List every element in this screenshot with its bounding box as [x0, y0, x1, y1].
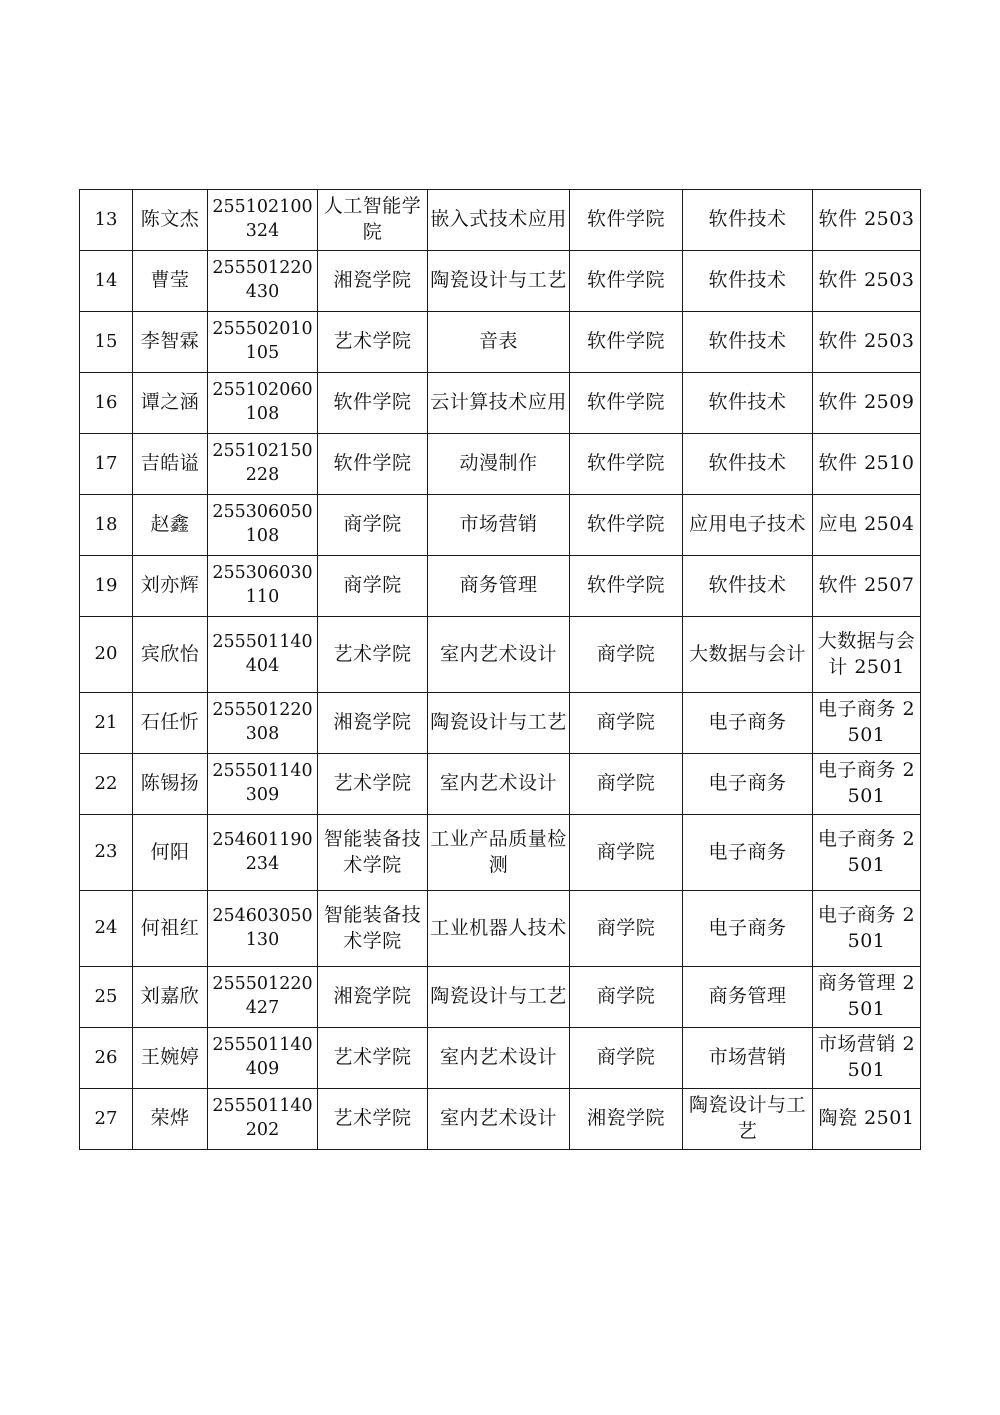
- original-major: 云计算技术应用: [428, 373, 570, 434]
- original-college: 商学院: [318, 556, 428, 617]
- student-name: 何阳: [133, 815, 208, 891]
- student-id: 255502010105: [208, 312, 318, 373]
- new-class: 应电 2504: [813, 495, 921, 556]
- new-major: 电子商务: [683, 693, 813, 754]
- original-college: 人工智能学院: [318, 190, 428, 251]
- original-college: 艺术学院: [318, 1028, 428, 1089]
- student-name: 刘亦辉: [133, 556, 208, 617]
- original-college: 艺术学院: [318, 617, 428, 693]
- original-college: 智能装备技术学院: [318, 815, 428, 891]
- original-major: 室内艺术设计: [428, 1028, 570, 1089]
- student-name: 刘嘉欣: [133, 967, 208, 1028]
- row-number: 23: [80, 815, 133, 891]
- row-number: 21: [80, 693, 133, 754]
- original-major: 工业产品质量检测: [428, 815, 570, 891]
- student-id: 255501140409: [208, 1028, 318, 1089]
- new-class: 陶瓷 2501: [813, 1089, 921, 1150]
- original-major: 陶瓷设计与工艺: [428, 251, 570, 312]
- new-college: 商学院: [570, 617, 683, 693]
- table-row: [80, 1089, 921, 1150]
- row-number: 25: [80, 967, 133, 1028]
- original-major: 室内艺术设计: [428, 617, 570, 693]
- original-college: 软件学院: [318, 373, 428, 434]
- original-college: 湘瓷学院: [318, 693, 428, 754]
- table-row: [80, 373, 921, 434]
- original-college: 艺术学院: [318, 1089, 428, 1150]
- new-class: 电子商务 2501: [813, 693, 921, 754]
- new-major: 大数据与会计: [683, 617, 813, 693]
- original-major: 商务管理: [428, 556, 570, 617]
- row-number: 20: [80, 617, 133, 693]
- new-class: 软件 2507: [813, 556, 921, 617]
- student-name: 曹莹: [133, 251, 208, 312]
- row-number: 19: [80, 556, 133, 617]
- student-name: 宾欣怡: [133, 617, 208, 693]
- original-major: 动漫制作: [428, 434, 570, 495]
- table-row: [80, 967, 921, 1028]
- student-name: 李智霖: [133, 312, 208, 373]
- new-major: 应用电子技术: [683, 495, 813, 556]
- student-id: 255501140404: [208, 617, 318, 693]
- new-college: 商学院: [570, 891, 683, 967]
- table-row: [80, 312, 921, 373]
- student-transfer-table: [79, 189, 921, 1150]
- new-class: 软件 2503: [813, 251, 921, 312]
- new-college: 软件学院: [570, 251, 683, 312]
- row-number: 24: [80, 891, 133, 967]
- student-id: 255501220427: [208, 967, 318, 1028]
- new-major: 软件技术: [683, 434, 813, 495]
- new-class: 电子商务 2501: [813, 754, 921, 815]
- original-college: 湘瓷学院: [318, 251, 428, 312]
- student-name: 谭之涵: [133, 373, 208, 434]
- new-class: 市场营销 2501: [813, 1028, 921, 1089]
- original-college: 艺术学院: [318, 754, 428, 815]
- new-college: 软件学院: [570, 495, 683, 556]
- new-college: 商学院: [570, 754, 683, 815]
- row-number: 26: [80, 1028, 133, 1089]
- table-row: [80, 617, 921, 693]
- original-major: 市场营销: [428, 495, 570, 556]
- original-major: 音表: [428, 312, 570, 373]
- new-class: 商务管理 2501: [813, 967, 921, 1028]
- new-class: 软件 2503: [813, 190, 921, 251]
- student-id: 255102060108: [208, 373, 318, 434]
- new-class: 电子商务 2501: [813, 891, 921, 967]
- original-college: 商学院: [318, 495, 428, 556]
- table-row: [80, 1028, 921, 1089]
- row-number: 13: [80, 190, 133, 251]
- student-name: 赵鑫: [133, 495, 208, 556]
- new-major: 陶瓷设计与工艺: [683, 1089, 813, 1150]
- row-number: 15: [80, 312, 133, 373]
- table-row: [80, 754, 921, 815]
- original-major: 室内艺术设计: [428, 1089, 570, 1150]
- student-name: 何祖红: [133, 891, 208, 967]
- student-name: 陈锡扬: [133, 754, 208, 815]
- student-id: 255501140202: [208, 1089, 318, 1150]
- student-id: 255306050108: [208, 495, 318, 556]
- original-college: 艺术学院: [318, 312, 428, 373]
- new-class: 软件 2510: [813, 434, 921, 495]
- new-college: 软件学院: [570, 556, 683, 617]
- row-number: 14: [80, 251, 133, 312]
- new-college: 商学院: [570, 967, 683, 1028]
- new-class: 电子商务 2501: [813, 815, 921, 891]
- new-college: 商学院: [570, 693, 683, 754]
- student-id: 255306030110: [208, 556, 318, 617]
- student-name: 陈文杰: [133, 190, 208, 251]
- row-number: 22: [80, 754, 133, 815]
- student-name: 石任忻: [133, 693, 208, 754]
- new-major: 软件技术: [683, 373, 813, 434]
- row-number: 27: [80, 1089, 133, 1150]
- new-major: 电子商务: [683, 891, 813, 967]
- row-number: 18: [80, 495, 133, 556]
- original-college: 软件学院: [318, 434, 428, 495]
- new-college: 软件学院: [570, 190, 683, 251]
- table-row: [80, 251, 921, 312]
- table-row: [80, 190, 921, 251]
- student-name: 王婉婷: [133, 1028, 208, 1089]
- new-college: 软件学院: [570, 312, 683, 373]
- new-major: 商务管理: [683, 967, 813, 1028]
- new-class: 软件 2509: [813, 373, 921, 434]
- table-body: [80, 190, 921, 1150]
- original-college: 智能装备技术学院: [318, 891, 428, 967]
- new-major: 软件技术: [683, 190, 813, 251]
- new-class: 大数据与会计 2501: [813, 617, 921, 693]
- student-id: 255102150228: [208, 434, 318, 495]
- original-major: 嵌入式技术应用: [428, 190, 570, 251]
- new-major: 市场营销: [683, 1028, 813, 1089]
- table-row: [80, 556, 921, 617]
- original-major: 陶瓷设计与工艺: [428, 967, 570, 1028]
- student-id: 254603050130: [208, 891, 318, 967]
- row-number: 16: [80, 373, 133, 434]
- student-id: 254601190234: [208, 815, 318, 891]
- original-major: 工业机器人技术: [428, 891, 570, 967]
- new-college: 软件学院: [570, 373, 683, 434]
- student-id: 255501220308: [208, 693, 318, 754]
- student-name: 吉皓谥: [133, 434, 208, 495]
- original-major: 陶瓷设计与工艺: [428, 693, 570, 754]
- new-college: 湘瓷学院: [570, 1089, 683, 1150]
- new-major: 电子商务: [683, 815, 813, 891]
- new-college: 商学院: [570, 815, 683, 891]
- new-major: 电子商务: [683, 754, 813, 815]
- row-number: 17: [80, 434, 133, 495]
- new-class: 软件 2503: [813, 312, 921, 373]
- new-major: 软件技术: [683, 251, 813, 312]
- table-row: [80, 891, 921, 967]
- transfer-table-page: [79, 189, 920, 1150]
- new-major: 软件技术: [683, 556, 813, 617]
- new-major: 软件技术: [683, 312, 813, 373]
- table-row: [80, 815, 921, 891]
- student-id: 255501220430: [208, 251, 318, 312]
- student-id: 255102100324: [208, 190, 318, 251]
- original-college: 湘瓷学院: [318, 967, 428, 1028]
- student-name: 荣烨: [133, 1089, 208, 1150]
- table-row: [80, 495, 921, 556]
- original-major: 室内艺术设计: [428, 754, 570, 815]
- new-college: 软件学院: [570, 434, 683, 495]
- new-college: 商学院: [570, 1028, 683, 1089]
- student-id: 255501140309: [208, 754, 318, 815]
- table-row: [80, 693, 921, 754]
- table-row: [80, 434, 921, 495]
